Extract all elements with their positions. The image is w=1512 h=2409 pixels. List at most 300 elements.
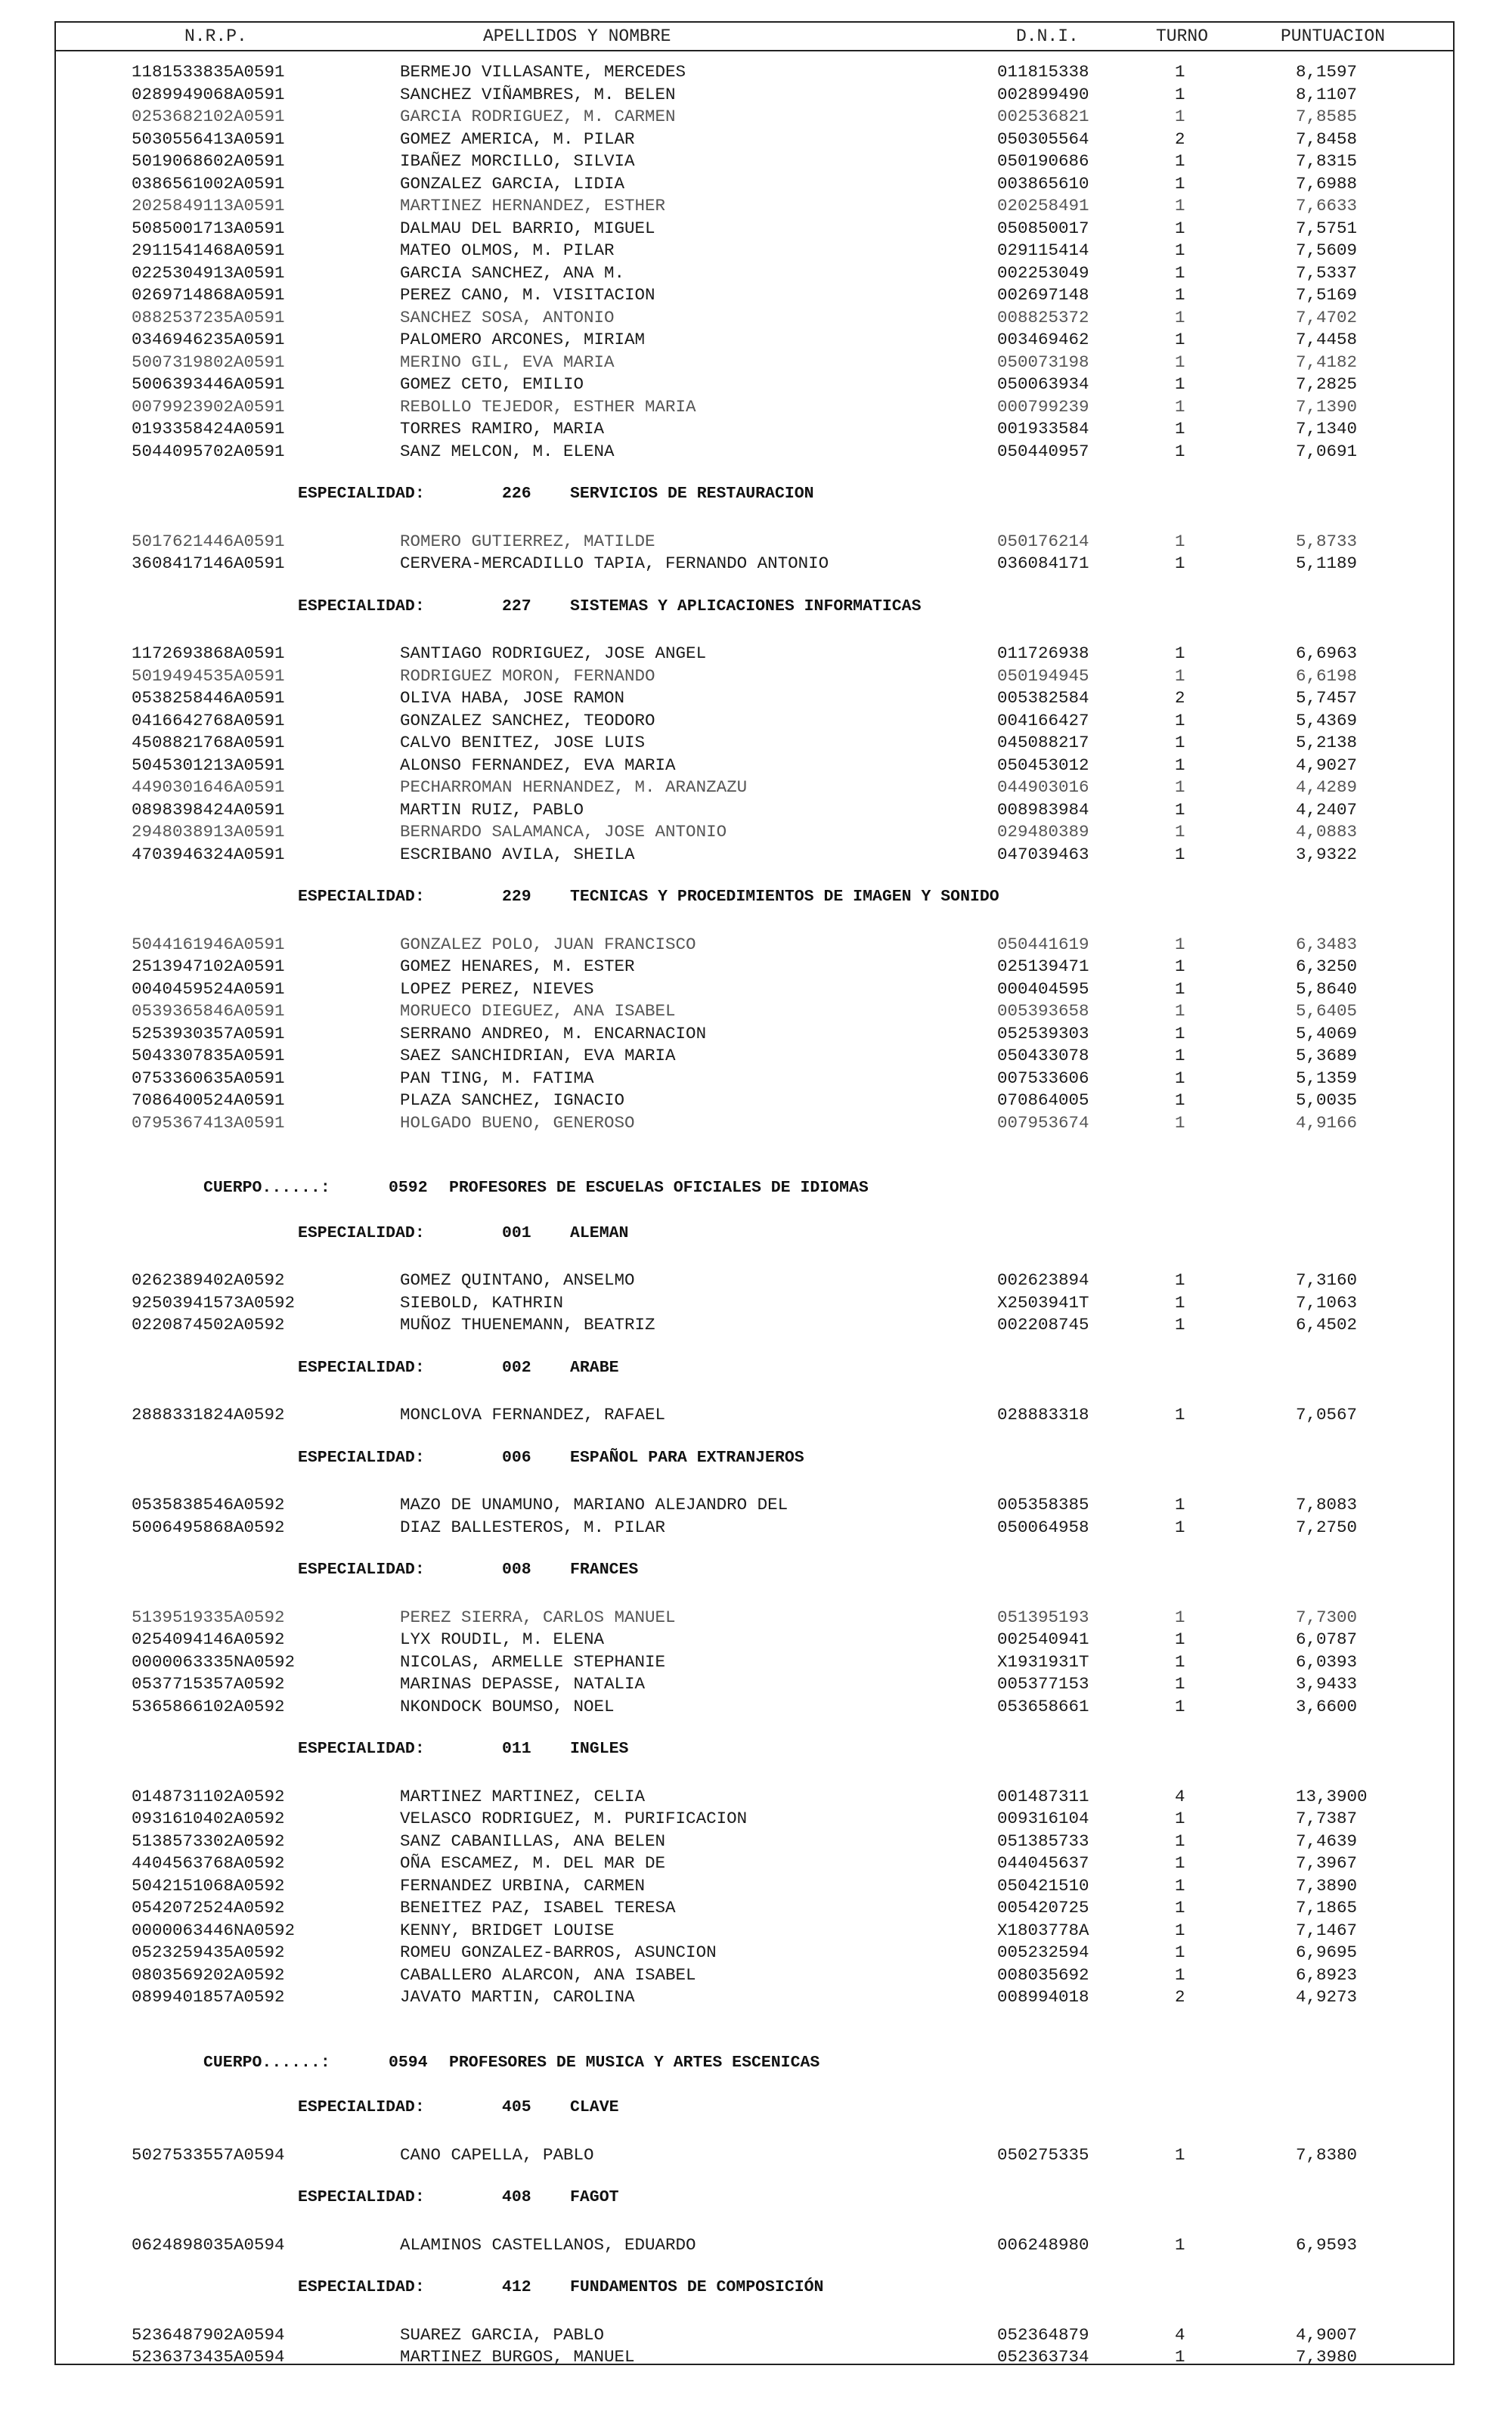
dni-cell: 050176214 [997, 531, 1089, 551]
name-cell: MARTINEZ HERNANDEZ, ESTHER [400, 196, 666, 215]
nrp-cell: 0898398424A0591 [132, 799, 285, 820]
nrp-cell: 0539365846A0591 [132, 1001, 285, 1021]
turno-cell: 1 [1175, 1651, 1185, 1672]
puntuacion-cell: 7,7387 [1296, 1809, 1358, 1828]
section-gap [56, 1201, 1453, 1224]
table-row [56, 150, 1453, 172]
name-cell: GOMEZ HENARES, M. ESTER [400, 956, 635, 976]
table-row [56, 172, 1453, 195]
table-row [56, 731, 1453, 754]
table-row [56, 1606, 1453, 1629]
table-row [56, 306, 1453, 329]
especialidad-heading [56, 485, 1453, 507]
table-row [56, 1874, 1453, 1897]
dni-cell: 001487311 [997, 1786, 1089, 1806]
dni-cell: 070864005 [997, 1090, 1089, 1110]
dni-cell: 028883318 [997, 1405, 1089, 1425]
especialidad-heading [56, 597, 1453, 620]
dni-cell: 002697148 [997, 285, 1089, 305]
dni-cell: X1803778A [997, 1920, 1089, 1940]
nrp-cell: 0289949068A0591 [132, 84, 285, 104]
turno-cell: 1 [1175, 2144, 1185, 2165]
turno-cell: 1 [1175, 1920, 1185, 1940]
document-page [54, 21, 1455, 2365]
dni-cell: 050190686 [997, 151, 1089, 171]
table-row [56, 105, 1453, 128]
dni-cell: 005382584 [997, 688, 1089, 708]
nrp-cell: 0040459524A0591 [132, 978, 285, 999]
dni-cell: 004166427 [997, 710, 1089, 730]
especialidad-label: ESPECIALIDAD: [298, 1448, 425, 1467]
name-cell: FERNANDEZ URBINA, CARMEN [400, 1875, 646, 1896]
cuerpo-heading [56, 1179, 1453, 1201]
dni-cell: 000404595 [997, 978, 1089, 999]
especialidad-label: ESPECIALIDAD: [298, 1358, 425, 1377]
table-row [56, 1941, 1453, 1964]
nrp-cell: 0346946235A0591 [132, 330, 285, 349]
turno-cell: 1 [1175, 2234, 1185, 2255]
name-cell: OLIVA HABA, JOSE RAMON [400, 688, 625, 708]
table-row [56, 1695, 1453, 1718]
turno-cell: 4 [1175, 2324, 1185, 2345]
puntuacion-cell: 6,3250 [1296, 956, 1358, 976]
dni-cell: 050073198 [997, 352, 1089, 372]
turno-cell: 2 [1175, 688, 1185, 708]
table-header [56, 23, 1453, 51]
nrp-cell: 0220874502A0592 [132, 1315, 285, 1335]
turno-cell: 1 [1175, 844, 1185, 864]
nrp-cell: 5006495868A0592 [132, 1517, 285, 1537]
dni-cell: 007533606 [997, 1068, 1089, 1088]
puntuacion-cell: 5,3689 [1296, 1046, 1358, 1065]
puntuacion-cell: 5,4069 [1296, 1023, 1358, 1043]
nrp-cell: 5044161946A0591 [132, 934, 285, 954]
name-cell: IBAÑEZ MORCILLO, SILVIA [400, 151, 635, 171]
nrp-cell: 5030556413A0591 [132, 129, 285, 149]
table-row [56, 955, 1453, 978]
table-row [56, 933, 1453, 956]
table-row [56, 1807, 1453, 1830]
name-cell: PLAZA SANCHEZ, IGNACIO [400, 1090, 625, 1110]
nrp-cell: 2025849113A0591 [132, 196, 285, 215]
nrp-cell: 0000063446NA0592 [132, 1920, 296, 1940]
nrp-cell: 5138573302A0592 [132, 1831, 285, 1851]
dni-cell: 052364879 [997, 2324, 1089, 2345]
name-cell: ALONSO FERNANDEZ, EVA MARIA [400, 755, 676, 775]
puntuacion-cell: 6,6198 [1296, 665, 1358, 686]
name-cell: MONCLOVA FERNANDEZ, RAFAEL [400, 1405, 666, 1425]
nrp-cell: 5019068602A0591 [132, 151, 285, 171]
dni-cell: 045088217 [997, 733, 1089, 752]
puntuacion-cell: 13,3900 [1296, 1786, 1368, 1806]
table-row [56, 1313, 1453, 1336]
puntuacion-cell: 7,8458 [1296, 129, 1358, 149]
name-cell: SUAREZ GARCIA, PABLO [400, 2324, 605, 2345]
puntuacion-cell: 7,5169 [1296, 285, 1358, 305]
nrp-cell: 0416642768A0591 [132, 710, 285, 730]
puntuacion-cell: 6,9593 [1296, 2234, 1358, 2255]
nrp-cell: 1172693868A0591 [132, 643, 285, 663]
section-gap [56, 462, 1453, 485]
nrp-cell: 0931610402A0592 [132, 1809, 285, 1828]
section-gap [56, 2008, 1453, 2031]
turno-cell: 1 [1175, 1292, 1185, 1313]
dni-cell: 005420725 [997, 1898, 1089, 1918]
table-row [56, 83, 1453, 106]
turno-cell: 1 [1175, 822, 1185, 842]
puntuacion-cell: 3,9322 [1296, 844, 1358, 864]
nrp-cell: 0079923902A0591 [132, 396, 285, 417]
puntuacion-cell: 7,6633 [1296, 196, 1358, 215]
dni-cell: 002253049 [997, 262, 1089, 283]
puntuacion-cell: 5,8733 [1296, 531, 1358, 551]
dni-cell: 009316104 [997, 1809, 1089, 1828]
cuerpo-heading [56, 2054, 1453, 2076]
section-gap [56, 2121, 1453, 2144]
turno-cell: 1 [1175, 1001, 1185, 1021]
especialidad-heading [56, 1449, 1453, 1471]
turno-cell: 1 [1175, 934, 1185, 954]
turno-cell: 1 [1175, 553, 1185, 573]
table-row [56, 687, 1453, 709]
puntuacion-cell: 7,8380 [1296, 2144, 1358, 2165]
puntuacion-cell: 6,0393 [1296, 1651, 1358, 1672]
table-row [56, 440, 1453, 463]
table-row [56, 1830, 1453, 1852]
name-cell: LOPEZ PEREZ, NIEVES [400, 978, 594, 999]
table-row [56, 194, 1453, 217]
especialidad-title: FUNDAMENTOS DE COMPOSICIÓN [570, 2278, 824, 2296]
table-row [56, 843, 1453, 866]
table-row [56, 820, 1453, 843]
dni-cell: 005377153 [997, 1674, 1089, 1694]
puntuacion-cell: 5,0035 [1296, 1090, 1358, 1110]
name-cell: RODRIGUEZ MORON, FERNANDO [400, 665, 655, 686]
especialidad-title: FRANCES [570, 1561, 639, 1579]
table-row [56, 284, 1453, 306]
name-cell: GONZALEZ POLO, JUAN FRANCISCO [400, 934, 696, 954]
dni-cell: 052539303 [997, 1023, 1089, 1043]
dni-cell: 050433078 [997, 1046, 1089, 1065]
especialidad-code: 412 [502, 2278, 531, 2296]
puntuacion-cell: 5,2138 [1296, 733, 1358, 752]
name-cell: ROMEU GONZALEZ-BARROS, ASUNCION [400, 1942, 717, 1962]
especialidad-heading [56, 888, 1453, 910]
section-gap [56, 1156, 1453, 1179]
table-row [56, 1516, 1453, 1539]
name-cell: GOMEZ QUINTANO, ANSELMO [400, 1270, 635, 1290]
dni-cell: 005358385 [997, 1495, 1089, 1515]
puntuacion-cell: 4,9273 [1296, 1987, 1358, 2007]
table-row [56, 373, 1453, 395]
especialidad-code: 011 [502, 1740, 531, 1758]
table-row [56, 1919, 1453, 1942]
nrp-cell: 92503941573A0592 [132, 1292, 296, 1313]
puntuacion-cell: 5,1189 [1296, 553, 1358, 573]
puntuacion-cell: 8,1597 [1296, 62, 1358, 82]
name-cell: GOMEZ CETO, EMILIO [400, 374, 584, 394]
name-cell: VELASCO RODRIGUEZ, M. PURIFICACION [400, 1809, 748, 1828]
puntuacion-cell: 6,0787 [1296, 1629, 1358, 1649]
name-cell: SANCHEZ VIÑAMBRES, M. BELEN [400, 84, 676, 104]
name-cell: NICOLAS, ARMELLE STEPHANIE [400, 1651, 666, 1672]
puntuacion-cell: 7,0567 [1296, 1405, 1358, 1425]
cuerpo-label: CUERPO......: [203, 1179, 330, 1197]
dni-cell: 008994018 [997, 1987, 1089, 2007]
turno-cell: 1 [1175, 531, 1185, 551]
turno-cell: 1 [1175, 1674, 1185, 1694]
turno-cell: 1 [1175, 1405, 1185, 1425]
especialidad-label: ESPECIALIDAD: [298, 2278, 425, 2296]
turno-cell: 1 [1175, 262, 1185, 283]
puntuacion-cell: 7,1340 [1296, 419, 1358, 439]
name-cell: MATEO OLMOS, M. PILAR [400, 240, 615, 260]
puntuacion-cell: 4,4289 [1296, 777, 1358, 797]
especialidad-code: 008 [502, 1561, 531, 1579]
table-row [56, 798, 1453, 821]
dni-cell: 029115414 [997, 240, 1089, 260]
section-gap [56, 1246, 1453, 1269]
name-cell: GOMEZ AMERICA, M. PILAR [400, 129, 635, 149]
dni-cell: X2503941T [997, 1292, 1089, 1313]
dni-cell: 050063934 [997, 374, 1089, 394]
dni-cell: 053658661 [997, 1696, 1089, 1716]
nrp-cell: 0193358424A0591 [132, 419, 285, 439]
dni-cell: 003865610 [997, 173, 1089, 194]
nrp-cell: 0262389402A0592 [132, 1270, 285, 1290]
name-cell: DIAZ BALLESTEROS, M. PILAR [400, 1517, 666, 1537]
nrp-cell: 0000063335NA0592 [132, 1651, 296, 1672]
header-name: APELLIDOS Y NOMBRE [483, 26, 671, 46]
table-row [56, 1986, 1453, 2008]
cuerpo-code: 0594 [389, 2053, 428, 2072]
nrp-cell: 5045301213A0591 [132, 755, 285, 775]
turno-cell: 1 [1175, 1831, 1185, 1851]
dni-cell: 000799239 [997, 396, 1089, 417]
cuerpo-title: PROFESORES DE MUSICA Y ARTES ESCENICAS [449, 2053, 820, 2072]
puntuacion-cell: 7,1865 [1296, 1898, 1358, 1918]
puntuacion-cell: 7,3967 [1296, 1853, 1358, 1873]
turno-cell: 2 [1175, 1987, 1185, 2007]
name-cell: GONZALEZ GARCIA, LIDIA [400, 173, 625, 194]
turno-cell: 1 [1175, 1875, 1185, 1896]
turno-cell: 1 [1175, 1112, 1185, 1133]
name-cell: MUÑOZ THUENEMANN, BEATRIZ [400, 1315, 655, 1335]
header-turno: TURNO [1156, 26, 1209, 46]
turno-cell: 1 [1175, 173, 1185, 194]
turno-cell: 1 [1175, 1629, 1185, 1649]
header-nrp: N.R.P. [184, 26, 247, 46]
dni-cell: 050850017 [997, 218, 1089, 238]
section-gap [56, 1426, 1453, 1449]
name-cell: ROMERO GUTIERREZ, MATILDE [400, 531, 655, 551]
name-cell: PEREZ CANO, M. VISITACION [400, 285, 655, 305]
nrp-cell: 0753360635A0591 [132, 1068, 285, 1088]
nrp-cell: 5236373435A0594 [132, 2347, 285, 2367]
dni-cell: 025139471 [997, 956, 1089, 976]
name-cell: SERRANO ANDREO, M. ENCARNACION [400, 1023, 707, 1043]
dni-cell: 001933584 [997, 419, 1089, 439]
name-cell: ALAMINOS CASTELLANOS, EDUARDO [400, 2234, 696, 2255]
turno-cell: 1 [1175, 84, 1185, 104]
nrp-cell: 0542072524A0592 [132, 1898, 285, 1918]
dni-cell: 002540941 [997, 1629, 1089, 1649]
nrp-cell: 0624898035A0594 [132, 2234, 285, 2255]
puntuacion-cell: 4,9027 [1296, 755, 1358, 775]
nrp-cell: 2513947102A0591 [132, 956, 285, 976]
section-gap [56, 1583, 1453, 1606]
table-row [56, 2234, 1453, 2256]
nrp-cell: 0269714868A0591 [132, 285, 285, 305]
especialidad-label: ESPECIALIDAD: [298, 1561, 425, 1579]
nrp-cell: 5253930357A0591 [132, 1023, 285, 1043]
dni-cell: 002623894 [997, 1270, 1089, 1290]
dni-cell: 005393658 [997, 1001, 1089, 1021]
turno-cell: 1 [1175, 1068, 1185, 1088]
puntuacion-cell: 7,6988 [1296, 173, 1358, 194]
turno-cell: 1 [1175, 1607, 1185, 1627]
nrp-cell: 0795367413A0591 [132, 1112, 285, 1133]
table-row [56, 978, 1453, 1000]
especialidad-heading [56, 2188, 1453, 2211]
table-row [56, 1111, 1453, 1134]
nrp-cell: 7086400524A0591 [132, 1090, 285, 1110]
table-row [56, 262, 1453, 284]
dni-cell: 005232594 [997, 1942, 1089, 1962]
dni-cell: 003469462 [997, 330, 1089, 349]
turno-cell: 1 [1175, 1023, 1185, 1043]
cuerpo-code: 0592 [389, 1179, 428, 1197]
turno-cell: 1 [1175, 2347, 1185, 2367]
puntuacion-cell: 7,2750 [1296, 1517, 1358, 1537]
especialidad-label: ESPECIALIDAD: [298, 2098, 425, 2116]
turno-cell: 2 [1175, 129, 1185, 149]
table-row [56, 1067, 1453, 1090]
puntuacion-cell: 6,9695 [1296, 1942, 1358, 1962]
turno-cell: 1 [1175, 1898, 1185, 1918]
puntuacion-cell: 7,4182 [1296, 352, 1358, 372]
dni-cell: 002208745 [997, 1315, 1089, 1335]
especialidad-title: TECNICAS Y PROCEDIMIENTOS DE IMAGEN Y SONIDO [570, 888, 999, 906]
dni-cell: 002899490 [997, 84, 1089, 104]
nrp-cell: 2948038913A0591 [132, 822, 285, 842]
table-row [56, 1673, 1453, 1695]
dni-cell: 050421510 [997, 1875, 1089, 1896]
table-row [56, 1852, 1453, 1874]
nrp-cell: 5139519335A0592 [132, 1607, 285, 1627]
dni-cell: 008035692 [997, 1964, 1089, 1985]
puntuacion-cell: 7,5751 [1296, 218, 1358, 238]
name-cell: PAN TING, M. FATIMA [400, 1068, 594, 1088]
nrp-cell: 2888331824A0592 [132, 1405, 285, 1425]
dni-cell: 050305564 [997, 129, 1089, 149]
section-gap [56, 1381, 1453, 1403]
turno-cell: 1 [1175, 956, 1185, 976]
turno-cell: 1 [1175, 1315, 1185, 1335]
puntuacion-cell: 7,0691 [1296, 441, 1358, 461]
especialidad-title: FAGOT [570, 2188, 619, 2206]
puntuacion-cell: 7,8315 [1296, 151, 1358, 171]
name-cell: SANCHEZ SOSA, ANTONIO [400, 307, 615, 327]
name-cell: DALMAU DEL BARRIO, MIGUEL [400, 218, 655, 238]
section-gap [56, 1133, 1453, 1156]
section-gap [56, 2301, 1453, 2324]
especialidad-heading [56, 2278, 1453, 2301]
turno-cell: 1 [1175, 1270, 1185, 1290]
puntuacion-cell: 5,1359 [1296, 1068, 1358, 1088]
name-cell: GARCIA SANCHEZ, ANA M. [400, 262, 625, 283]
puntuacion-cell: 8,1107 [1296, 84, 1358, 104]
especialidad-heading [56, 1561, 1453, 1583]
table-row [56, 665, 1453, 687]
nrp-cell: 4490301646A0591 [132, 777, 285, 797]
dni-cell: 011815338 [997, 62, 1089, 82]
table-row [56, 1785, 1453, 1808]
name-cell: CALVO BENITEZ, JOSE LUIS [400, 733, 646, 752]
table-row [56, 328, 1453, 351]
puntuacion-cell: 5,4369 [1296, 710, 1358, 730]
cuerpo-title: PROFESORES DE ESCUELAS OFICIALES DE IDIOMAS [449, 1179, 869, 1197]
nrp-cell: 0253682102A0591 [132, 107, 285, 126]
name-cell: SANZ MELCON, M. ELENA [400, 441, 615, 461]
name-cell: SANTIAGO RODRIGUEZ, JOSE ANGEL [400, 643, 707, 663]
dni-cell: 036084171 [997, 553, 1089, 573]
table-row [56, 417, 1453, 440]
name-cell: TORRES RAMIRO, MARIA [400, 419, 605, 439]
table-row [56, 239, 1453, 262]
puntuacion-cell: 5,7457 [1296, 688, 1358, 708]
nrp-cell: 0535838546A0592 [132, 1495, 285, 1515]
turno-cell: 1 [1175, 1809, 1185, 1828]
dni-cell: 047039463 [997, 844, 1089, 864]
dni-cell: 006248980 [997, 2234, 1089, 2255]
name-cell: GONZALEZ SANCHEZ, TEODORO [400, 710, 655, 730]
dni-cell: 050440957 [997, 441, 1089, 461]
name-cell: HOLGADO BUENO, GENEROSO [400, 1112, 635, 1133]
table-row [56, 395, 1453, 418]
section-gap [56, 865, 1453, 888]
table-row [56, 1044, 1453, 1067]
table-row [56, 709, 1453, 732]
dni-cell: 029480389 [997, 822, 1089, 842]
table-row [56, 1403, 1453, 1426]
table-row [56, 1000, 1453, 1022]
puntuacion-cell: 3,6600 [1296, 1696, 1358, 1716]
header-dni: D.N.I. [1016, 26, 1079, 46]
especialidad-code: 408 [502, 2188, 531, 2206]
table-row [56, 1896, 1453, 1919]
puntuacion-cell: 4,2407 [1296, 799, 1358, 820]
puntuacion-cell: 7,2825 [1296, 374, 1358, 394]
dni-cell: 008983984 [997, 799, 1089, 820]
table-row [56, 60, 1453, 83]
nrp-cell: 5027533557A0594 [132, 2144, 285, 2165]
table-row [56, 128, 1453, 150]
puntuacion-cell: 7,7300 [1296, 1607, 1358, 1627]
nrp-cell: 1181533835A0591 [132, 62, 285, 82]
turno-cell: 1 [1175, 419, 1185, 439]
nrp-cell: 5007319802A0591 [132, 352, 285, 372]
especialidad-heading [56, 1359, 1453, 1381]
nrp-cell: 5006393446A0591 [132, 374, 285, 394]
dni-cell: 044903016 [997, 777, 1089, 797]
turno-cell: 1 [1175, 62, 1185, 82]
turno-cell: 1 [1175, 1495, 1185, 1515]
turno-cell: 1 [1175, 643, 1185, 663]
section-gap [56, 2211, 1453, 2234]
turno-cell: 1 [1175, 799, 1185, 820]
puntuacion-cell: 7,1063 [1296, 1292, 1358, 1313]
